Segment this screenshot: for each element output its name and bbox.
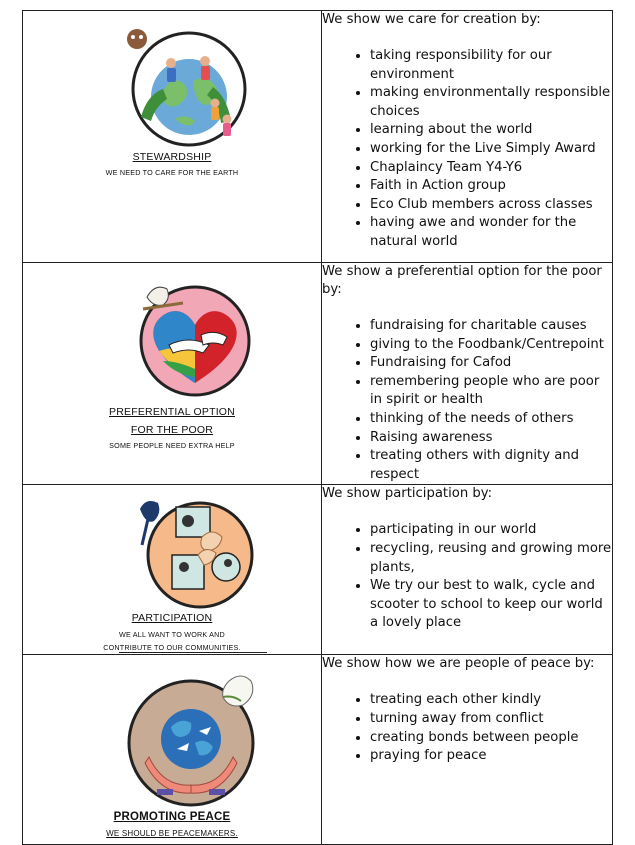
caption-title: PROMOTING PEACE xyxy=(113,811,231,824)
bullet-list xyxy=(322,47,612,252)
caption-subtitle: WE SHOULD BE PEACEMAKERS. xyxy=(106,829,238,839)
list-item: • treating each other kindly xyxy=(370,691,612,710)
list-item: • learning about the world xyxy=(370,121,612,140)
list-item: • We try our best to walk, cycle and scooter to school to keep our world a lovely place xyxy=(370,577,612,633)
list-item: • recycling, reusing and growing more plants, xyxy=(370,540,612,577)
caption-subtitle-line-1: WE ALL WANT TO WORK AND xyxy=(119,630,225,640)
caption-title: PARTICIPATION xyxy=(131,612,213,625)
list-item: • fundraising for charitable causes xyxy=(370,317,612,336)
list-item: • Raising awareness xyxy=(370,429,612,448)
list-item: • Chaplaincy Team Y4-Y6 xyxy=(370,159,612,178)
list-item: • Eco Club members across classes xyxy=(370,196,612,215)
list-item: • giving to the Foodbank/Centrepoint xyxy=(370,336,612,355)
caption-title: STEWARDSHIP xyxy=(132,151,212,163)
list-item: • praying for peace xyxy=(370,747,612,766)
caption-title-line-2: FOR THE POOR xyxy=(130,424,214,436)
list-item: • Faith in Action group xyxy=(370,177,612,196)
image-cell-preferential-option xyxy=(23,263,322,485)
list-item: • working for the Live Simply Award xyxy=(370,140,612,159)
divider xyxy=(119,652,267,653)
list-item: • turning away from conflict xyxy=(370,710,612,729)
table-row-promoting-peace xyxy=(23,655,613,845)
participation-illustration-icon xyxy=(128,493,258,611)
list-item: • Fundraising for Cafod xyxy=(370,354,612,373)
list-item: • participating in our world xyxy=(370,521,612,540)
table-row-participation xyxy=(23,485,613,655)
stewardship-illustration-icon xyxy=(123,21,253,151)
row-intro: We show we care for creation by: xyxy=(322,12,541,27)
bullet-list xyxy=(322,521,612,633)
text-cell-participation xyxy=(322,485,613,655)
image-cell-participation xyxy=(23,485,322,655)
caption-title-line-1: PREFERENTIAL OPTION xyxy=(109,406,235,418)
row-intro: We show a preferential option for the poor by: xyxy=(322,264,602,297)
list-item: • creating bonds between people xyxy=(370,729,612,748)
caption-subtitle-line-2: CONTRIBUTE TO OUR COMMUNITIES. xyxy=(103,643,241,653)
peace-globe-illustration-icon xyxy=(119,661,269,811)
image-cell-stewardship xyxy=(23,11,322,263)
list-item: • having awe and wonder for the natural world xyxy=(370,214,612,251)
bullet-list xyxy=(322,317,612,484)
caption-subtitle: WE NEED TO CARE FOR THE EARTH xyxy=(105,168,239,177)
list-item: • remembering people who are poor in spirit or health xyxy=(370,373,612,410)
table-row-stewardship xyxy=(23,11,613,263)
bullet-list xyxy=(322,691,612,765)
image-cell-promoting-peace xyxy=(23,655,322,845)
row-intro: We show how we are people of peace by: xyxy=(322,656,595,672)
values-table xyxy=(22,10,613,845)
list-item: • taking responsibility for our environment xyxy=(370,47,612,84)
text-cell-promoting-peace xyxy=(322,655,613,845)
heart-hands-illustration-icon xyxy=(123,273,263,401)
table-row-preferential-option xyxy=(23,263,613,485)
list-item: • thinking of the needs of others xyxy=(370,410,612,429)
caption-subtitle: SOME PEOPLE NEED EXTRA HELP xyxy=(109,441,235,450)
text-cell-stewardship xyxy=(322,11,613,263)
row-intro: We show participation by: xyxy=(322,486,493,502)
list-item: • treating others with dignity and respect xyxy=(370,447,612,484)
list-item: • making environmentally responsible choices xyxy=(370,84,612,121)
text-cell-preferential-option xyxy=(322,263,613,485)
